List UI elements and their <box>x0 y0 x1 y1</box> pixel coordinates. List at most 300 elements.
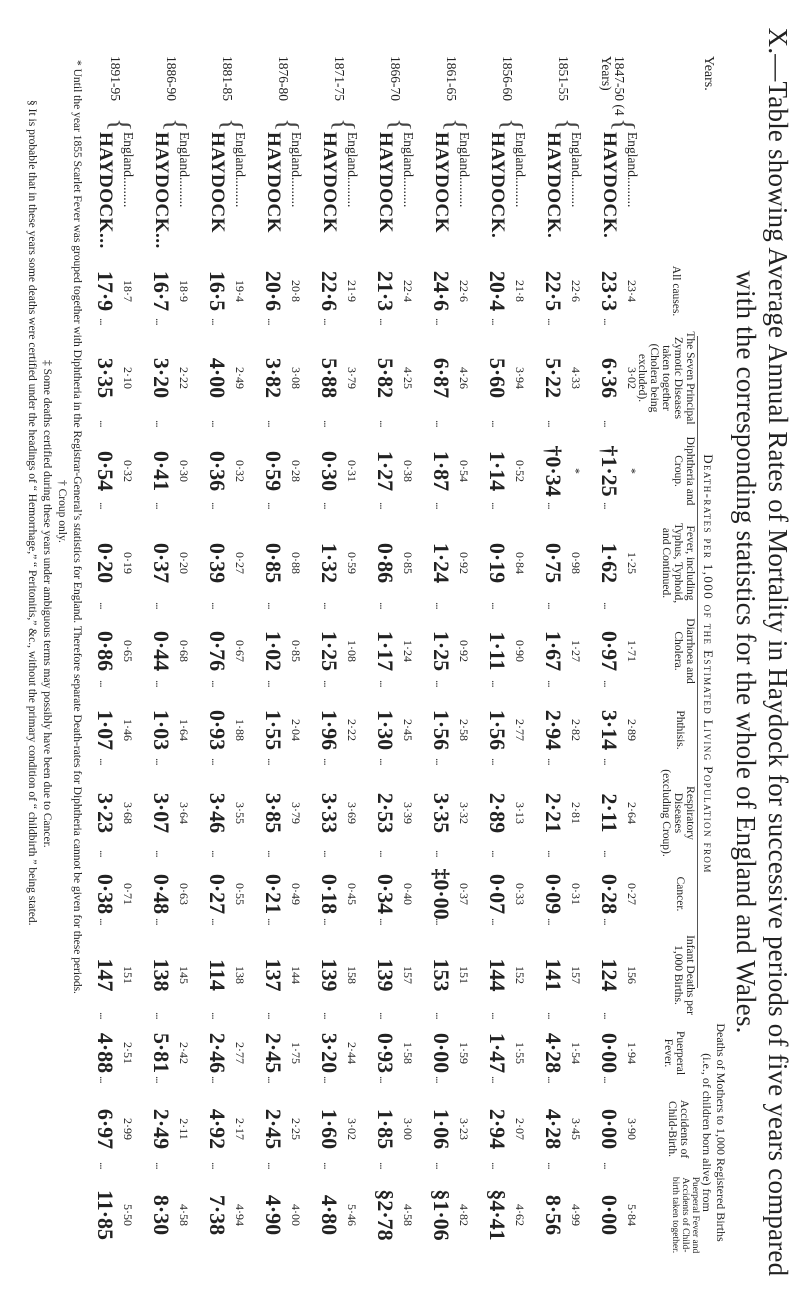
row-england-label: England......... <box>345 132 360 208</box>
cell-england: 1·58 <box>401 1042 415 1064</box>
cell-england: 1·25 <box>625 552 639 574</box>
infant-deaths-header: Infant Deaths per 1,000 Births. <box>672 935 696 1015</box>
cell-leader-dots: ... <box>153 502 168 509</box>
cell-leader-dots: ... <box>545 318 560 325</box>
cell-england: 152 <box>513 966 527 984</box>
cell-haydock: 4·88 <box>93 1032 118 1074</box>
cell-england: 0·27 <box>625 883 639 905</box>
cell-leader-dots: ... <box>377 602 392 609</box>
cell-haydock: 2·53 <box>373 792 398 834</box>
cell-haydock: 2·45 <box>261 1108 286 1150</box>
cell-england: 4·94 <box>233 1204 247 1226</box>
cell-leader-dots: ... <box>433 502 448 509</box>
cell-leader-dots: ... <box>545 918 560 925</box>
cell-leader-dots: ... <box>433 850 448 857</box>
row-years: 1861-65 <box>444 56 459 101</box>
cell-england: 144 <box>289 966 303 984</box>
row-england-label: England......... <box>289 132 304 208</box>
cell-england: 2·89 <box>625 719 639 741</box>
row-haydock-label: HAYDOCK. <box>543 132 564 239</box>
cell-england: 0·40 <box>401 883 415 905</box>
cell-england: 0·20 <box>177 552 191 574</box>
cell-england: 2·10 <box>121 367 135 389</box>
row-years: 1886-90 <box>164 56 179 101</box>
fever-header: Fever, including Typhus, Typhoid, and Continued. <box>660 522 696 604</box>
cell-england: 4·58 <box>177 1204 191 1226</box>
row-brace: { <box>216 118 247 132</box>
cell-haydock: 138 <box>149 958 174 992</box>
cell-leader-dots: ... <box>489 918 504 925</box>
cell-leader-dots: ... <box>377 680 392 687</box>
cell-england: 4·26 <box>457 367 471 389</box>
cell-haydock: 2·49 <box>149 1108 174 1150</box>
cell-leader-dots: ... <box>97 850 112 857</box>
cell-haydock: 141 <box>541 958 566 992</box>
row-haydock-label: HAYDOCK... <box>151 132 172 249</box>
cell-england: 145 <box>177 966 191 984</box>
cell-haydock: 4·90 <box>261 1194 286 1236</box>
cell-leader-dots: ... <box>489 1012 504 1019</box>
years-header: Years. <box>701 56 716 91</box>
cell-leader-dots: ... <box>377 850 392 857</box>
cell-haydock: 6·97 <box>93 1108 118 1150</box>
row-years: 1876-80 <box>276 56 291 101</box>
cell-haydock: 0·20 <box>93 542 118 584</box>
cell-haydock: 1·14 <box>485 450 510 492</box>
cell-england: 5·50 <box>121 1204 135 1226</box>
cell-haydock: 5·22 <box>541 357 566 399</box>
cell-england: 0·67 <box>233 640 247 662</box>
cell-england: 5·46 <box>345 1204 359 1226</box>
diphtheria-header: Diphtheria and Croup. <box>672 436 696 506</box>
cell-england: 4·33 <box>569 367 583 389</box>
cell-leader-dots: ... <box>489 602 504 609</box>
row-haydock-label: HAYDOCK <box>263 132 284 233</box>
cell-leader-dots: ... <box>153 850 168 857</box>
cell-england: 2·77 <box>513 719 527 741</box>
row-england-label: England......... <box>457 132 472 208</box>
cell-england: 19·4 <box>233 280 247 302</box>
cell-haydock: 0·48 <box>149 873 174 915</box>
cell-leader-dots: ... <box>321 602 336 609</box>
cell-haydock: 4·28 <box>541 1032 566 1074</box>
cell-leader-dots: ... <box>601 918 616 925</box>
cell-england: 2·44 <box>345 1042 359 1064</box>
footnote-diphtheria: * Until the year 1855 Scarlet Fever was grouped together with Diphtheria in the Registrar-General’s statistics for England. Therefore separate Death-rates for Diphtheria cannot be given for these periods. <box>71 60 83 994</box>
cell-leader-dots: ... <box>97 1162 112 1169</box>
cell-england: 0·27 <box>233 552 247 574</box>
cell-leader-dots: ... <box>153 318 168 325</box>
cell-england: 0·71 <box>121 883 135 905</box>
cell-england: * <box>625 468 639 474</box>
cell-leader-dots: ... <box>321 420 336 427</box>
cell-england: 1·55 <box>513 1042 527 1064</box>
cell-haydock: §4·41 <box>485 1189 510 1241</box>
cell-leader-dots: ... <box>545 758 560 765</box>
cell-leader-dots: ... <box>209 850 224 857</box>
cell-england: 157 <box>401 966 415 984</box>
cell-england: 2·82 <box>569 719 583 741</box>
cell-haydock: 1·06 <box>429 1108 454 1150</box>
cell-england: 22·4 <box>401 280 415 302</box>
cell-england: 0·31 <box>569 883 583 905</box>
row-haydock-label: HAYDOCK <box>431 132 452 233</box>
cell-leader-dots: ... <box>321 502 336 509</box>
row-england-label: England......... <box>177 132 192 208</box>
cell-haydock: 0·85 <box>261 542 286 584</box>
cell-leader-dots: ... <box>433 602 448 609</box>
all-causes-header: All causes. <box>670 265 682 317</box>
cell-leader-dots: ... <box>377 420 392 427</box>
row-years: 1856-60 <box>500 56 515 101</box>
cell-england: 21·8 <box>513 280 527 302</box>
cell-haydock: 0·21 <box>261 873 286 915</box>
cell-haydock: 1·03 <box>149 709 174 751</box>
cell-haydock: 20·6 <box>261 270 286 312</box>
cell-england: 0·65 <box>121 640 135 662</box>
row-haydock-label: HAYDOCK. <box>487 132 508 239</box>
cell-england: 0·49 <box>289 883 303 905</box>
respiratory-header: Respiratory Diseases (excluding Croup). <box>660 769 696 857</box>
cell-leader-dots: ... <box>377 1012 392 1019</box>
cell-leader-dots: ... <box>489 502 504 509</box>
cell-leader-dots: ... <box>265 1162 280 1169</box>
cell-england: 2·81 <box>569 802 583 824</box>
cell-england: 0·32 <box>121 460 135 482</box>
cell-haydock: 20·4 <box>485 270 510 312</box>
cell-leader-dots: ... <box>97 420 112 427</box>
cell-leader-dots: ... <box>545 850 560 857</box>
row-brace: { <box>328 118 359 132</box>
cell-leader-dots: ... <box>209 602 224 609</box>
cell-haydock: 1·27 <box>373 450 398 492</box>
cell-haydock: 1·56 <box>429 709 454 751</box>
cell-leader-dots: ... <box>265 918 280 925</box>
row-brace: { <box>440 118 471 132</box>
cell-leader-dots: ... <box>545 1076 560 1083</box>
cell-england: 0·45 <box>345 883 359 905</box>
cell-leader-dots: ... <box>489 680 504 687</box>
cell-leader-dots: ... <box>489 318 504 325</box>
cell-haydock: 1·25 <box>317 630 342 672</box>
cell-haydock: 6·36 <box>597 357 622 399</box>
row-years: 1871-75 <box>332 56 347 101</box>
row-brace: { <box>104 118 135 132</box>
cell-england: 3·64 <box>177 802 191 824</box>
cell-england: 0·52 <box>513 460 527 482</box>
cell-leader-dots: ... <box>153 1076 168 1083</box>
cell-haydock: 22·6 <box>317 270 342 312</box>
cell-haydock: 3·20 <box>149 357 174 399</box>
cell-england: * <box>569 468 583 474</box>
cell-england: 4·82 <box>457 1204 471 1226</box>
footnote-childbirth: § It is probable that in these years some deaths were certified under the headings of “ Hemorrhage,” “ Peritonitis,” &c., without the primary condition of “ childbirth ” being stated. <box>26 100 38 926</box>
cell-leader-dots: ... <box>321 1012 336 1019</box>
cell-england: 0·31 <box>345 460 359 482</box>
cell-england: 151 <box>457 966 471 984</box>
cell-england: 0·19 <box>121 552 135 574</box>
row-brace: { <box>160 118 191 132</box>
cell-haydock: 1·67 <box>541 630 566 672</box>
cell-england: 4·62 <box>513 1204 527 1226</box>
cell-england: 0·84 <box>513 552 527 574</box>
cell-haydock: 3·35 <box>93 357 118 399</box>
cell-haydock: 3·33 <box>317 792 342 834</box>
cell-england: 0·98 <box>569 552 583 574</box>
cell-leader-dots: ... <box>601 758 616 765</box>
cell-leader-dots: ... <box>265 502 280 509</box>
cell-england: 3·23 <box>457 1118 471 1140</box>
cell-england: 0·32 <box>233 460 247 482</box>
cell-haydock: 3·23 <box>93 792 118 834</box>
cell-leader-dots: ... <box>265 680 280 687</box>
cell-england: 21·9 <box>345 280 359 302</box>
cell-england: 2·77 <box>233 1042 247 1064</box>
cell-leader-dots: ... <box>153 918 168 925</box>
death-rates-header: Death-rates per 1,000 of the Estimated Living Population from <box>701 454 716 874</box>
cell-england: 1·64 <box>177 719 191 741</box>
cell-england: 3·45 <box>569 1118 583 1140</box>
cell-haydock: 3·82 <box>261 357 286 399</box>
cell-haydock: 1·60 <box>317 1108 342 1150</box>
cell-haydock: 0·39 <box>205 542 230 584</box>
cell-haydock: †0·34 <box>541 445 566 497</box>
cell-haydock: †1·25 <box>597 445 622 497</box>
cell-leader-dots: ... <box>321 850 336 857</box>
cell-leader-dots: ... <box>209 1162 224 1169</box>
cell-leader-dots: ... <box>601 602 616 609</box>
cell-haydock: 0·41 <box>149 450 174 492</box>
cell-haydock: 1·62 <box>597 542 622 584</box>
cell-england: 2·49 <box>233 367 247 389</box>
cell-england: 0·38 <box>401 460 415 482</box>
cell-england: 4·58 <box>401 1204 415 1226</box>
cell-haydock: 1·96 <box>317 709 342 751</box>
cell-england: 3·69 <box>345 802 359 824</box>
puerperal-fever-header: Puerperal Fever. <box>662 1030 686 1076</box>
cell-england: 4·99 <box>569 1204 583 1226</box>
cell-haydock: 7·38 <box>205 1194 230 1236</box>
cell-leader-dots: ... <box>377 1162 392 1169</box>
cell-leader-dots: ... <box>433 680 448 687</box>
cell-england: 1·71 <box>625 640 639 662</box>
cell-haydock: 3·46 <box>205 792 230 834</box>
cell-haydock: 2·21 <box>541 792 566 834</box>
cell-haydock: §1·06 <box>429 1189 454 1241</box>
cell-haydock: 4·00 <box>205 357 230 399</box>
cell-leader-dots: ... <box>601 1162 616 1169</box>
cell-leader-dots: ... <box>545 680 560 687</box>
row-england-label: England......... <box>625 132 640 208</box>
cell-haydock: 3·20 <box>317 1032 342 1074</box>
cell-england: 1·08 <box>345 640 359 662</box>
cell-leader-dots: ... <box>545 602 560 609</box>
cell-leader-dots: ... <box>321 758 336 765</box>
cell-england: 4·25 <box>401 367 415 389</box>
cell-haydock: 4·92 <box>205 1108 230 1150</box>
cell-leader-dots: ... <box>97 680 112 687</box>
cell-haydock: 2·89 <box>485 792 510 834</box>
cell-haydock: 4·28 <box>541 1108 566 1150</box>
cell-haydock: 3·07 <box>149 792 174 834</box>
cell-england: 1·24 <box>401 640 415 662</box>
cell-england: 2·51 <box>121 1042 135 1064</box>
cell-england: 0·92 <box>457 640 471 662</box>
cell-england: 1·46 <box>121 719 135 741</box>
cell-haydock: 0·30 <box>317 450 342 492</box>
cell-leader-dots: ... <box>321 1076 336 1083</box>
cell-england: 3·08 <box>289 367 303 389</box>
cell-leader-dots: ... <box>153 420 168 427</box>
cell-haydock: 1·11 <box>485 631 510 671</box>
cell-haydock: 0·93 <box>205 709 230 751</box>
cell-england: 3·79 <box>345 367 359 389</box>
cell-england: 0·85 <box>289 640 303 662</box>
cell-england: 2·07 <box>513 1118 527 1140</box>
cell-leader-dots: ... <box>545 420 560 427</box>
row-england-label: England......... <box>513 132 528 208</box>
cell-england: 3·02 <box>345 1118 359 1140</box>
cell-leader-dots: ... <box>97 758 112 765</box>
cell-leader-dots: ... <box>601 318 616 325</box>
cell-haydock: 0·19 <box>485 542 510 584</box>
cell-haydock: 0·00 <box>429 1032 454 1074</box>
row-england-label: England......... <box>121 132 136 208</box>
cell-leader-dots: ... <box>153 1012 168 1019</box>
cell-haydock: 21·3 <box>373 270 398 312</box>
cell-england: 3·32 <box>457 802 471 824</box>
cell-leader-dots: ... <box>321 1162 336 1169</box>
cell-england: 1·88 <box>233 719 247 741</box>
cell-england: 3·55 <box>233 802 247 824</box>
cell-england: 1·94 <box>625 1042 639 1064</box>
cell-leader-dots: ... <box>265 1076 280 1083</box>
cell-haydock: 144 <box>485 958 510 992</box>
cell-haydock: 8·56 <box>541 1194 566 1236</box>
cell-haydock: 0·27 <box>205 873 230 915</box>
cell-haydock: 0·93 <box>373 1032 398 1074</box>
cell-haydock: 8·30 <box>149 1194 174 1236</box>
cell-leader-dots: ... <box>209 1076 224 1083</box>
cell-england: 2·64 <box>625 802 639 824</box>
cell-leader-dots: ... <box>265 758 280 765</box>
cell-leader-dots: ... <box>209 680 224 687</box>
cell-haydock: 0·36 <box>205 450 230 492</box>
cell-england: 18·7 <box>121 280 135 302</box>
cell-leader-dots: ... <box>209 502 224 509</box>
cell-haydock: 1·25 <box>429 630 454 672</box>
cell-haydock: 1·07 <box>93 709 118 751</box>
cell-haydock: 1·24 <box>429 542 454 584</box>
cell-england: 5·84 <box>625 1204 639 1226</box>
cell-england: 3·68 <box>121 802 135 824</box>
cell-leader-dots: ... <box>321 918 336 925</box>
row-brace: { <box>384 118 415 132</box>
cell-haydock: 153 <box>429 958 454 992</box>
cell-haydock: 5·81 <box>149 1032 174 1074</box>
cell-england: 151 <box>121 966 135 984</box>
cell-haydock: 137 <box>261 958 286 992</box>
cell-england: 2·58 <box>457 719 471 741</box>
phthisis-header: Phthisis. <box>674 710 686 750</box>
cell-leader-dots: ... <box>97 918 112 925</box>
cell-england: 3·79 <box>289 802 303 824</box>
cell-leader-dots: ... <box>601 420 616 427</box>
cell-england: 2·11 <box>177 1118 191 1140</box>
cell-haydock: 1·55 <box>261 709 286 751</box>
row-years: 1891-95 <box>108 56 123 101</box>
cell-england: 1·54 <box>569 1042 583 1064</box>
footnote-cancer: ‡ Some deaths certified during these years under ambiguous terms may possibly have been due to Cancer. <box>41 360 53 848</box>
cell-haydock: 23·3 <box>597 270 622 312</box>
footnotes <box>24 60 84 1260</box>
cell-haydock: 0·38 <box>93 873 118 915</box>
cell-leader-dots: ... <box>377 918 392 925</box>
cell-england: 0·30 <box>177 460 191 482</box>
cell-haydock: 0·86 <box>93 630 118 672</box>
cell-leader-dots: ... <box>545 502 560 509</box>
cell-england: 2·17 <box>233 1118 247 1140</box>
cell-haydock: 17·9 <box>93 270 118 312</box>
cell-haydock: 0·00 <box>597 1194 622 1236</box>
table-title: X.—Table showing Average Annual Rates of Mortality in Haydock for successive periods of five years compared with the corresponding statistics for the whole of England and Wales. <box>731 27 793 1277</box>
cell-leader-dots: ... <box>321 680 336 687</box>
row-haydock-label: HAYDOCK... <box>95 132 116 249</box>
cell-england: 18·9 <box>177 280 191 302</box>
cell-haydock: 24·6 <box>429 270 454 312</box>
cell-haydock: 3·35 <box>429 792 454 834</box>
row-england-label: England......... <box>569 132 584 208</box>
cell-leader-dots: ... <box>377 502 392 509</box>
row-england-label: England......... <box>233 132 248 208</box>
row-years: 1881-85 <box>220 56 235 101</box>
cell-england: 0·85 <box>401 552 415 574</box>
cell-haydock: 2·46 <box>205 1032 230 1074</box>
cell-england: 0·55 <box>233 883 247 905</box>
zymotic-header: The Seven Principal Zymotic Diseases taken together (Cholera being excluded). <box>636 331 696 425</box>
cell-leader-dots: ... <box>209 318 224 325</box>
row-england-label: England......... <box>401 132 416 208</box>
cell-england: 3·90 <box>625 1118 639 1140</box>
cell-haydock: 0·34 <box>373 873 398 915</box>
cell-leader-dots: ... <box>433 918 448 925</box>
cell-england: 0·37 <box>457 883 471 905</box>
row-years: 1851-55 <box>556 56 571 101</box>
cell-england: 3·02 <box>625 367 639 389</box>
cell-leader-dots: ... <box>601 1076 616 1083</box>
cell-haydock: 0·59 <box>261 450 286 492</box>
cell-leader-dots: ... <box>97 1076 112 1083</box>
cell-haydock: ‡0·00 <box>429 868 454 920</box>
cell-haydock: 3·14 <box>597 709 622 751</box>
cell-haydock: 0·44 <box>149 630 174 672</box>
cell-leader-dots: ... <box>209 1012 224 1019</box>
cell-leader-dots: ... <box>265 318 280 325</box>
cell-haydock: 2·94 <box>485 1108 510 1150</box>
row-brace: { <box>272 118 303 132</box>
cell-leader-dots: ... <box>209 420 224 427</box>
cell-leader-dots: ... <box>321 318 336 325</box>
cell-leader-dots: ... <box>433 1012 448 1019</box>
cell-haydock: 0·86 <box>373 542 398 584</box>
cell-england: 2·04 <box>289 719 303 741</box>
cell-haydock: 1·30 <box>373 709 398 751</box>
cell-leader-dots: ... <box>489 420 504 427</box>
combined-header: Puerperal Fever and Accidents of Child-birth taken together. <box>670 1176 700 1254</box>
cell-england: 3·00 <box>401 1118 415 1140</box>
cell-leader-dots: ... <box>433 420 448 427</box>
cell-leader-dots: ... <box>377 1076 392 1083</box>
